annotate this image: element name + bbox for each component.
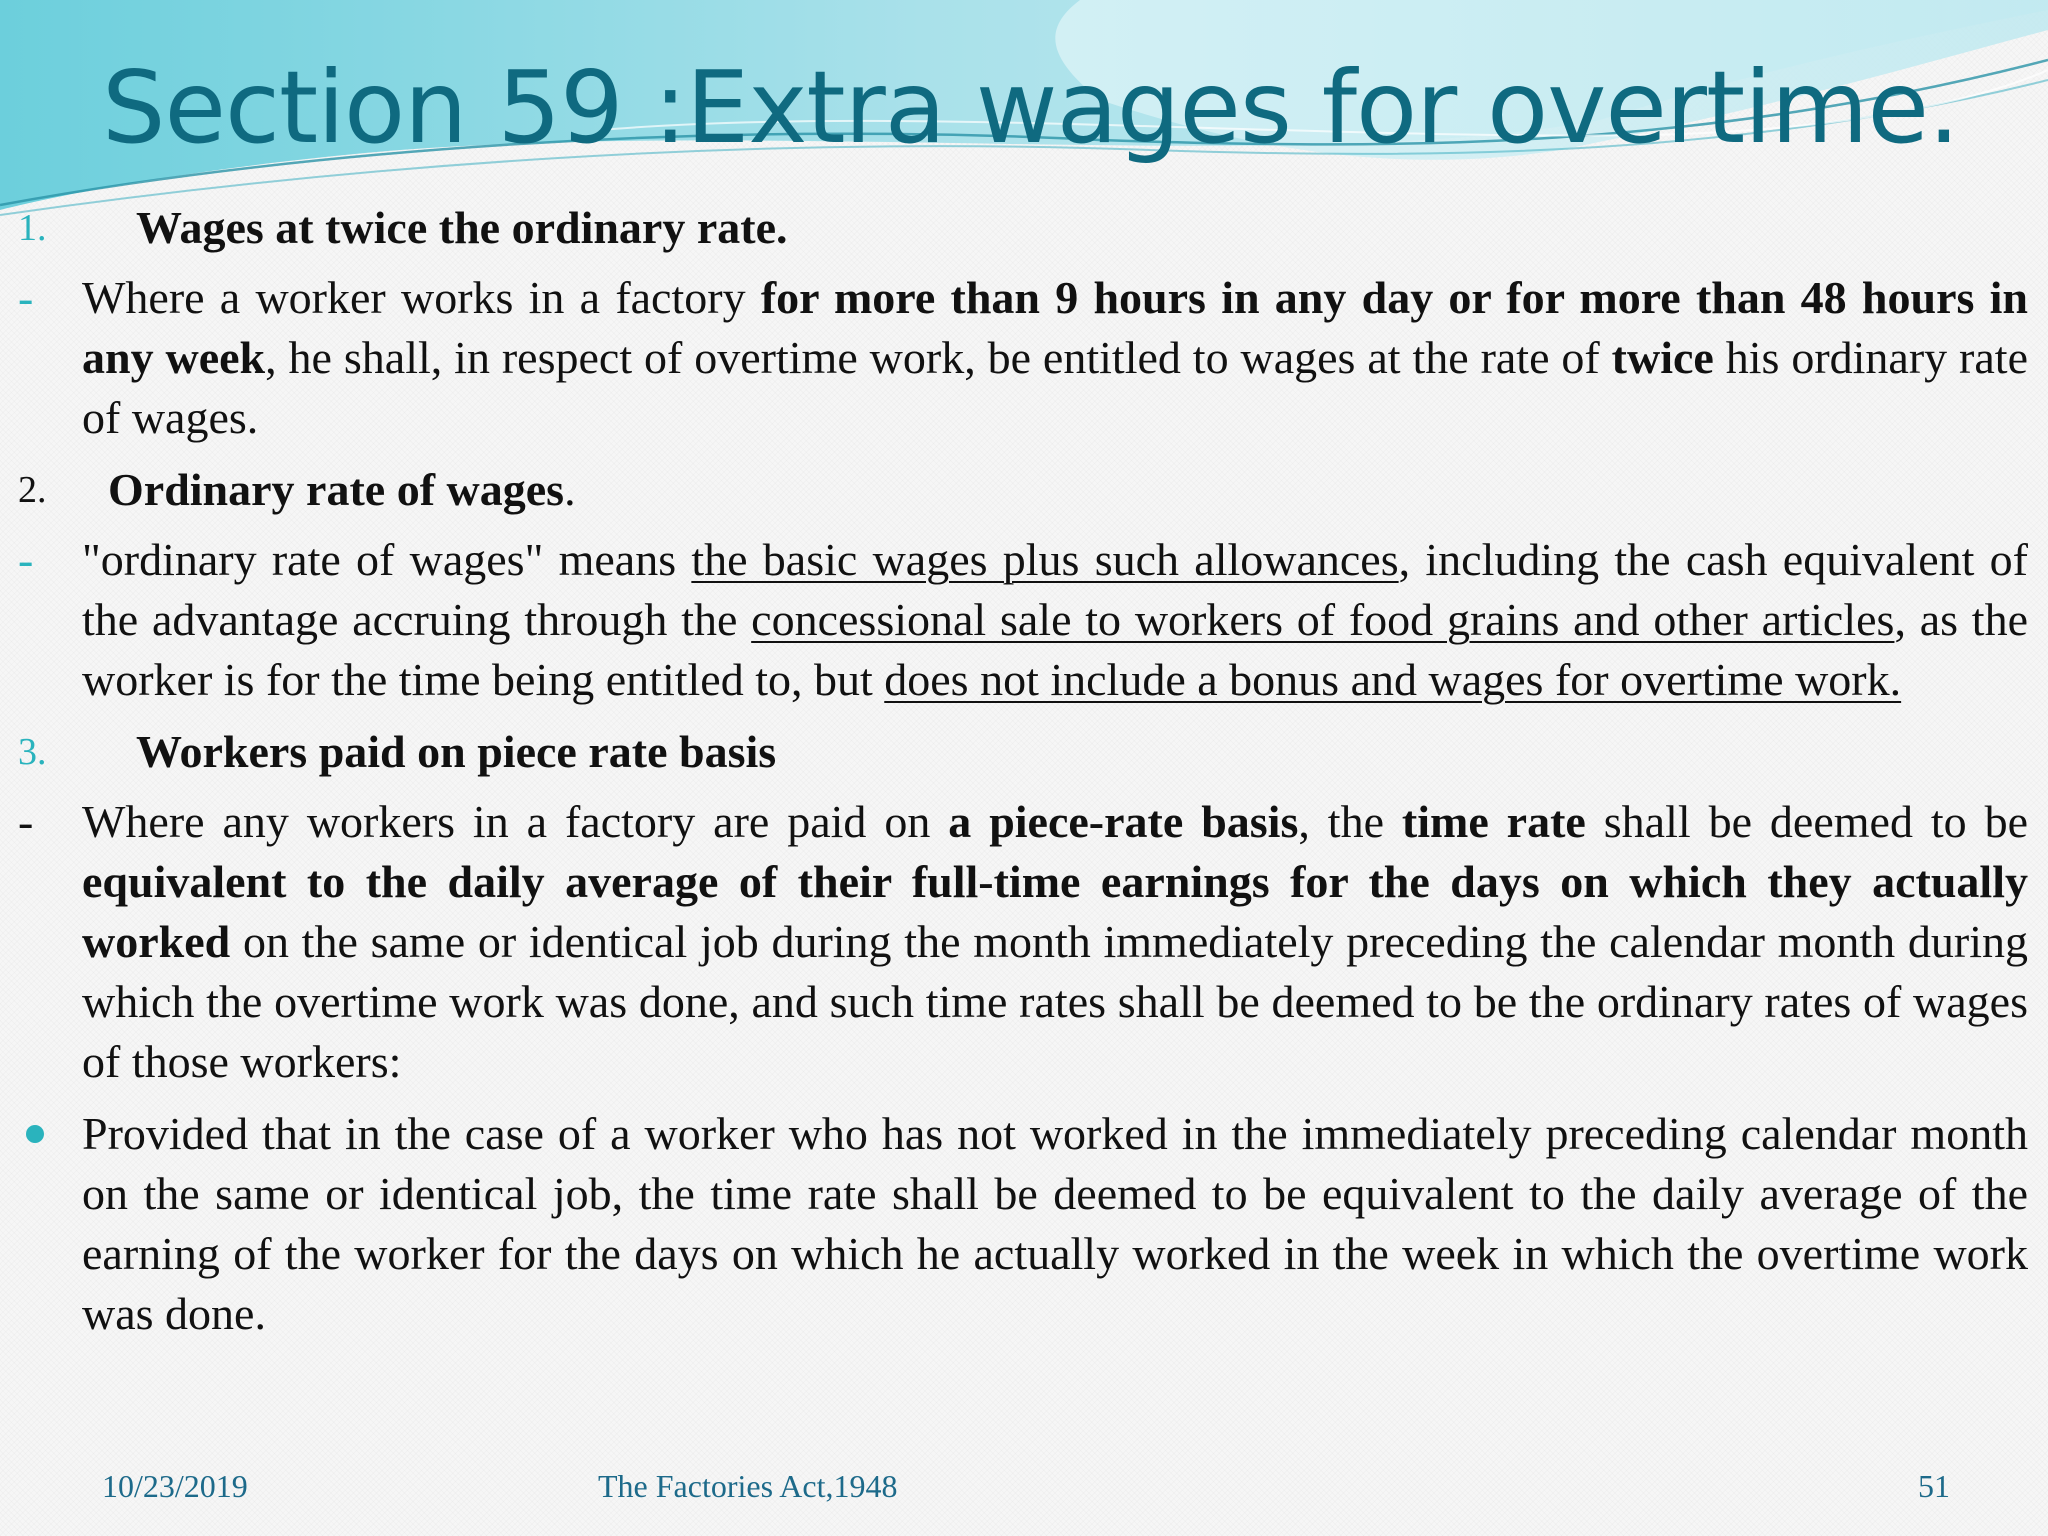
item-3-number: 3. <box>18 731 47 773</box>
item-3-text: Where any workers in a factory are paid on a piece-rate basis, the time rate shall be deemed to be equivalent to the daily average of their full-time earnings for the days on which they actually worked on the same or identical job during the month immediately preceding the calendar month during which the overtime work was done, and such time rates shall be deemed to be the ordinary rates of wages of those workers: <box>82 796 2028 1087</box>
dash-bullet: - <box>18 272 34 323</box>
footer-act-name: The Factories Act,1948 <box>598 1468 898 1504</box>
item-1-heading: Wages at twice the ordinary rate. <box>136 202 788 253</box>
item-1-number: 1. <box>18 207 47 249</box>
item-2-paragraph <box>18 530 2028 710</box>
item-2-text: "ordinary rate of wages" means the basic wages plus such allowances, including the cash equivalent of the advantage accruing through the concessional sale to workers of food grains and other articles, as the worker is for the time being entitled to, but does not include a bonus and wages for overtime work. <box>82 534 2028 705</box>
item-3-paragraph <box>18 792 2028 1092</box>
item-3-heading-row <box>18 722 2028 782</box>
item-1-heading-row <box>18 198 2028 258</box>
slide-body <box>18 198 2028 1356</box>
item-1-text: Where a worker works in a factory for more than 9 hours in any day or for more than 48 hours in any week, he shall, in respect of overtime work, be entitled to wages at the rate of twice his ordinary rate of wages. <box>82 272 2028 443</box>
item-2-heading: Ordinary rate of wages. <box>108 464 576 515</box>
item-3-heading: Workers paid on piece rate basis <box>136 726 777 777</box>
dash-bullet: - <box>18 534 34 585</box>
item-2-number: 2. <box>18 469 47 511</box>
proviso-paragraph <box>18 1104 2028 1344</box>
footer-page-number: 51 <box>1918 1468 1950 1504</box>
round-bullet-icon <box>26 1125 44 1143</box>
item-1-paragraph <box>18 268 2028 448</box>
item-2-heading-row <box>18 460 2028 520</box>
dash-bullet: - <box>18 796 34 847</box>
slide-title: Section 59 :Extra wages for overtime. <box>102 49 1959 166</box>
proviso-text: Provided that in the case of a worker who has not worked in the immediately preceding calendar month on the same or identical job, the time rate shall be deemed to be equivalent to the daily average of the earning of the worker for the days on which he actually worked in the week in which the overtime work was done. <box>82 1108 2028 1339</box>
footer-date: 10/23/2019 <box>102 1468 248 1504</box>
